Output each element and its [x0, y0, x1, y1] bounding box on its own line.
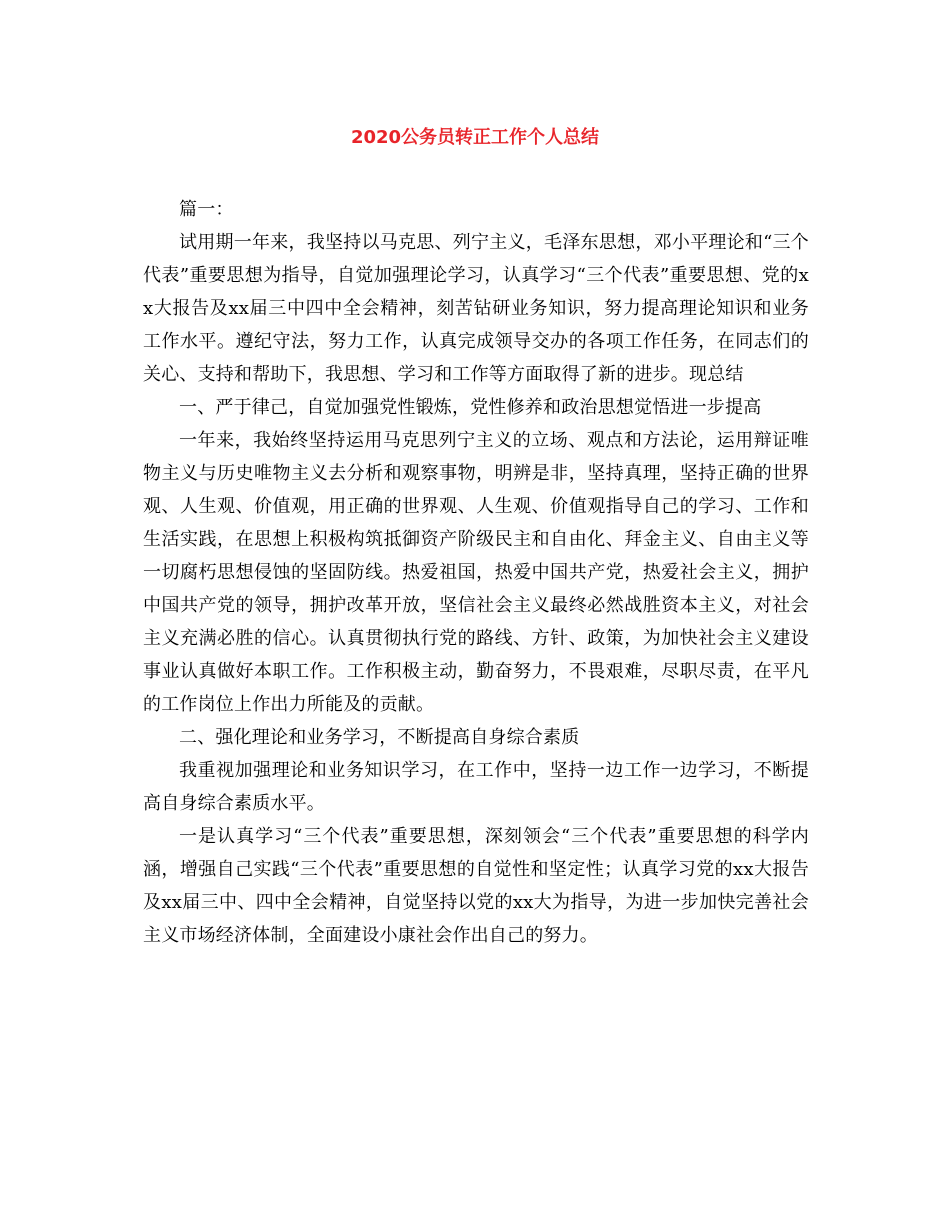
document-title: 2020公务员转正工作个人总结 [350, 127, 600, 148]
paragraph-intro: 试用期一年来，我坚持以马克思、列宁主义，毛泽东思想，邓小平理论和“三个代表”重要思想为指导，自觉加强理论学习，认真学习“三个代表”重要思想、党的xx大报告及xx届三中四中全会精神，刻苦钻研业务知识，努力提高理论知识和业务工作水平。遵纪守法，努力工作，认真完成领导交办的各项工作任务，在同志们的关心、支持和帮助下，我思想、学习和工作等方面取得了新的进步。现总结 [143, 232, 809, 385]
document-body [143, 193, 809, 952]
paragraph-section-two-point-one: 一是认真学习“三个代表”重要思想，深刻领会“三个代表”重要思想的科学内涵，增强自己实践“三个代表”重要思想的自觉性和坚定性；认真学习党的xx大报告及xx届三中、四中全会精神，自觉坚持以党的xx大为指导，为进一步加快完善社会主义市场经济体制，全面建设小康社会作出自己的努力。 [143, 826, 809, 946]
paragraph-section-one: 一年来，我始终坚持运用马克思列宁主义的立场、观点和方法论，运用辩证唯物主义与历史唯物主义去分析和观察事物，明辨是非，坚持真理，坚持正确的世界观、人生观、价值观，用正确的世界观、人生观、价值观指导自己的学习、工作和生活实践，在思想上积极构筑抵御资产阶级民主和自由化、拜金主义、自由主义等一切腐朽思想侵蚀的坚固防线。热爱祖国，热爱中国共产党，热爱社会主义，拥护中国共产党的领导，拥护改革开放，坚信社会主义最终必然战胜资本主义，对社会主义充满必胜的信心。认真贯彻执行党的路线、方针、政策，为加快社会主义建设事业认真做好本职工作。工作积极主动，勤奋努力，不畏艰难，尽职尽责，在平凡的工作岗位上作出力所能及的贡献。 [143, 430, 809, 715]
paragraph-section-two-intro: 我重视加强理论和业务知识学习，在工作中，坚持一边工作一边学习，不断提高自身综合素质水平。 [143, 760, 809, 814]
heading-section-two: 二、强化理论和业务学习，不断提高自身综合素质 [179, 727, 580, 748]
paragraph-section-label: 篇一： [179, 199, 234, 220]
heading-section-one: 一、严于律己，自觉加强党性锻炼，党性修养和政治思想觉悟进一步提高 [179, 397, 762, 418]
